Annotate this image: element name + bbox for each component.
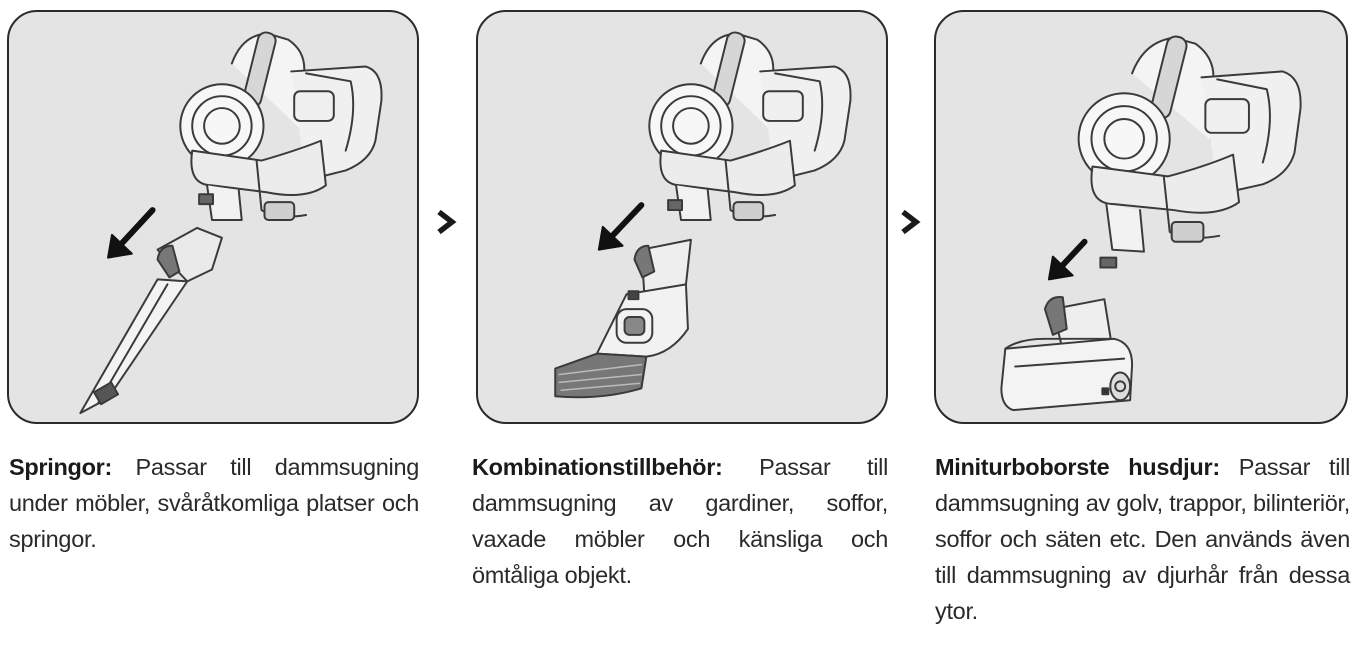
- step-description: Passar till dammsugning av gardiner, soffor, vaxade möbler och känsliga och ömtåliga objekt.: [472, 454, 888, 588]
- combination-tool-caption: [472, 449, 888, 593]
- vacuum-crevice-tool-icon: [9, 12, 417, 422]
- step-title: Miniturboborste husdjur:: [935, 454, 1220, 480]
- chevron-right-icon: [435, 209, 457, 235]
- mini-turbo-brush-illustration: [934, 10, 1348, 424]
- step-title: Springor:: [9, 454, 113, 480]
- step-title: Kombinationstillbehör:: [472, 454, 723, 480]
- crevice-tool-illustration: [7, 10, 419, 424]
- vacuum-mini-turbo-brush-icon: [936, 12, 1346, 422]
- vacuum-combination-tool-icon: [478, 12, 886, 422]
- mini-turbo-brush-caption: [935, 449, 1350, 629]
- combination-tool-illustration: [476, 10, 888, 424]
- step-description: Passar till dammsugning av golv, trappor, bilinteriör, soffor och säten etc. Den används även till dammsugning av djurhår från dessa ytor.: [935, 454, 1350, 624]
- step-description: Passar till dammsugning under möbler, svåråtkomliga platser och springor.: [9, 454, 419, 552]
- crevice-tool-caption: [9, 449, 419, 557]
- chevron-right-icon: [899, 209, 921, 235]
